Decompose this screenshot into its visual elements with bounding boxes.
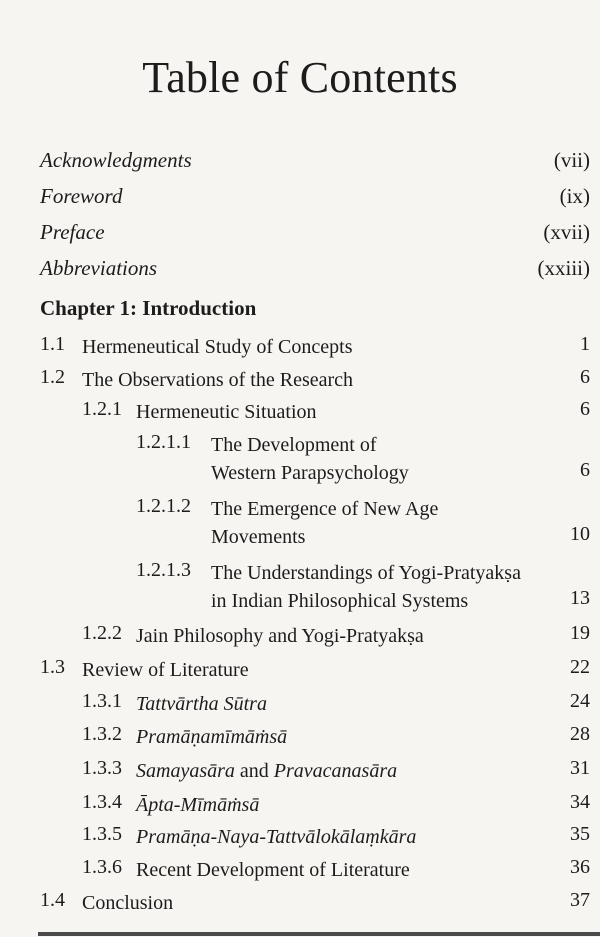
entry-number: 1.2.1 [82, 398, 122, 420]
entry-title: Conclusion [82, 892, 174, 914]
entry-number: 1.1 [40, 333, 65, 355]
entry-page: 37 [570, 889, 590, 911]
entry-title: Tattvārtha Sūtra [136, 693, 267, 715]
entry-title-line-1: The Emergence of New Age [211, 498, 439, 520]
entry-number: 1.2.1.1 [136, 431, 191, 453]
entry-page: 1 [580, 333, 590, 355]
entry-title: Jain Philosophy and Yogi-Pratyakṣa [136, 625, 424, 647]
entry-number: 1.3.1 [82, 690, 122, 712]
entry-title: Review of Literature [82, 659, 249, 681]
entry-page: (xvii) [543, 220, 590, 244]
toc-entry-acknowledgments [40, 148, 590, 178]
entry-title-line-1: The Understandings of Yogi-Pratyakṣa [211, 562, 521, 584]
entry-number: 1.4 [40, 889, 65, 911]
entry-page: 31 [570, 757, 590, 779]
bottom-rule [38, 932, 600, 936]
entry-title-line-1: The Development of [211, 434, 377, 456]
entry-number: 1.2.1.3 [136, 559, 191, 581]
entry-title: The Observations of the Research [82, 369, 354, 391]
entry-page: 13 [570, 587, 590, 609]
entry-label: Abbreviations [40, 256, 158, 280]
entry-page: 6 [580, 366, 590, 388]
entry-page: 10 [570, 523, 590, 545]
entry-number: 1.3.2 [82, 723, 122, 745]
toc-entry-abbreviations [40, 256, 590, 286]
entry-number: 1.3.4 [82, 791, 122, 813]
entry-page: 19 [570, 622, 590, 644]
entry-number: 1.3.6 [82, 856, 122, 878]
entry-title: Recent Development of Literature [136, 859, 410, 881]
entry-page: 22 [570, 656, 590, 678]
entry-number: 1.3.3 [82, 757, 122, 779]
entry-label: Foreword [40, 184, 123, 208]
entry-number: 1.2.2 [82, 622, 122, 644]
entry-page: (ix) [559, 184, 590, 208]
entry-page: 6 [580, 459, 590, 481]
toc-entry-preface [40, 220, 590, 250]
entry-page: 6 [580, 398, 590, 420]
entry-title: Hermeneutical Study of Concepts [82, 336, 353, 358]
entry-title: Hermeneutic Situation [136, 401, 317, 423]
entry-title-line-2: Western Parapsychology [211, 462, 409, 484]
entry-page: (xxiii) [537, 256, 590, 280]
entry-number: 1.2.1.2 [136, 495, 191, 517]
entry-page: 36 [570, 856, 590, 878]
entry-page: 24 [570, 690, 590, 712]
entry-title [136, 757, 397, 785]
toc-entry-foreword [40, 184, 590, 214]
entry-title-line-2: in Indian Philosophical Systems [211, 590, 469, 612]
entry-title: Āpta-Mīmāṁsā [136, 794, 260, 816]
chapter-heading: Chapter 1: Introduction [40, 296, 257, 320]
entry-title: Pramāṇamīmāṁsā [136, 726, 288, 748]
entry-label: Preface [40, 220, 105, 244]
entry-number: 1.2 [40, 366, 65, 388]
entry-number: 1.3 [40, 656, 65, 678]
entry-title-part-2: Pravacanasāra [273, 760, 398, 782]
entry-page: 34 [570, 791, 590, 813]
entry-page: (vii) [553, 148, 590, 172]
entry-title-part-1: Samayasāra [136, 760, 235, 782]
page-title: Table of Contents [142, 53, 458, 102]
entry-title-conjunction: and [234, 760, 274, 782]
entry-number: 1.3.5 [82, 823, 122, 845]
entry-title: Pramāṇa-Naya-Tattvālokālaṃkāra [136, 826, 417, 848]
entry-label: Acknowledgments [40, 148, 192, 172]
entry-page: 28 [570, 723, 590, 745]
entry-page: 35 [570, 823, 590, 845]
entry-title-line-2: Movements [211, 526, 306, 548]
